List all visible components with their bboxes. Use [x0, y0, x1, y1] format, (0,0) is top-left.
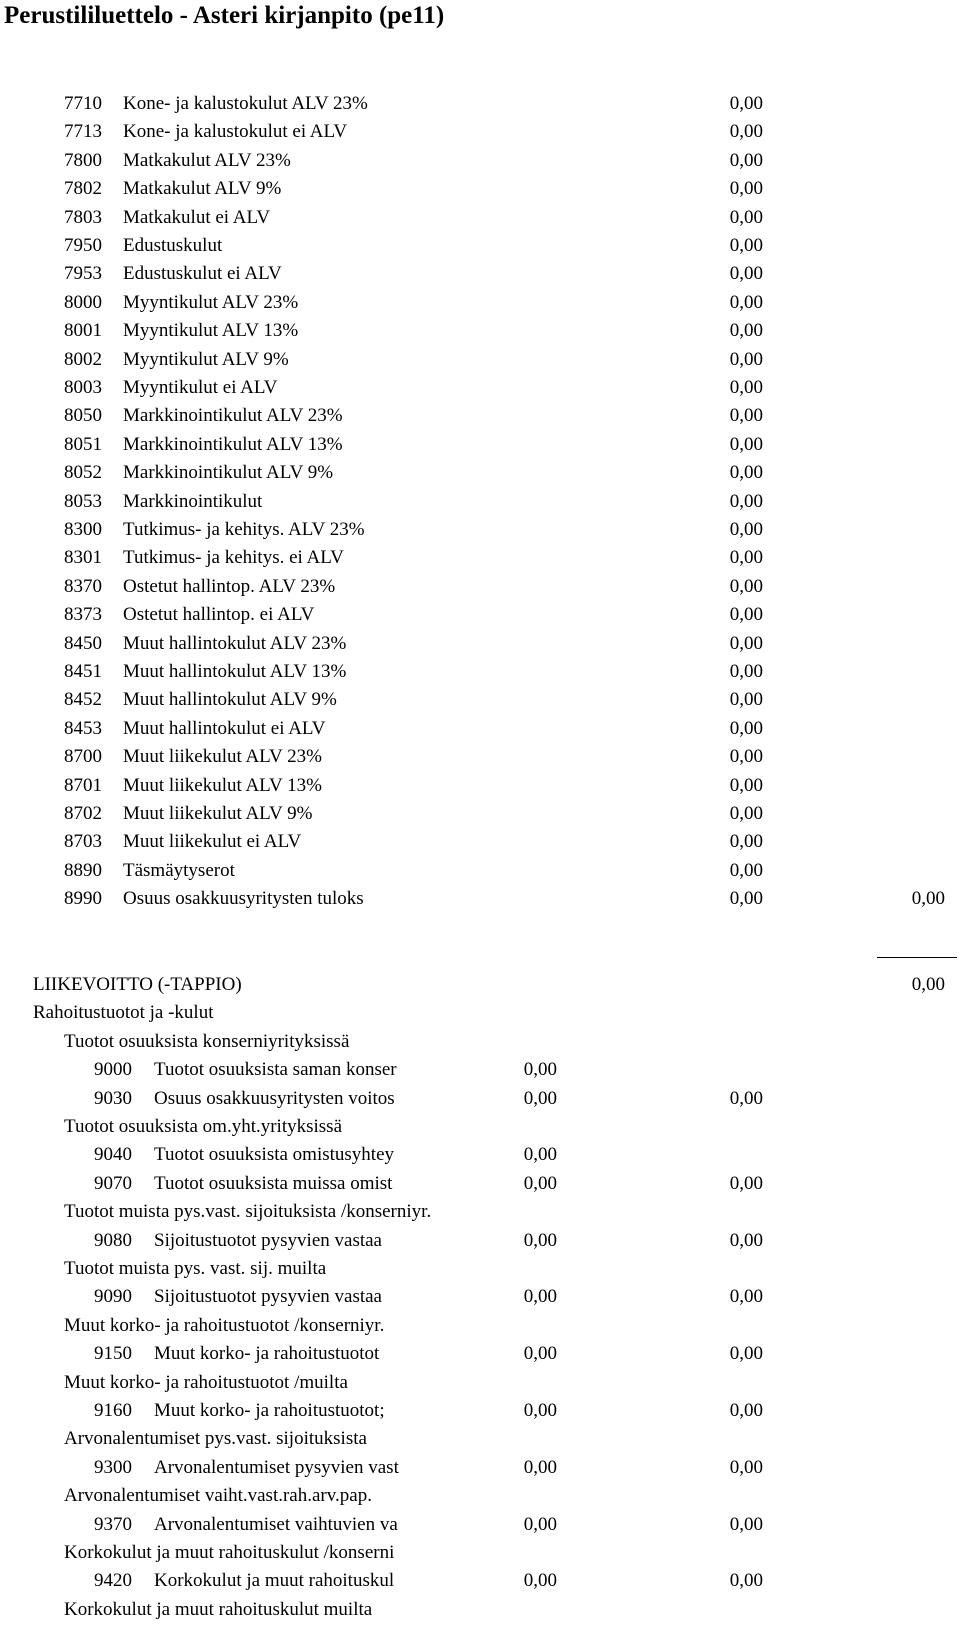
account-name: Muut hallintokulut ALV 13% [123, 661, 347, 682]
account-name: Täsmäytyserot [123, 859, 235, 881]
group-heading-label: Arvonalentumiset vaiht.vast.rah.arv.pap. [64, 1485, 372, 1507]
account-row [0, 1340, 960, 1368]
account-number: 9160 [94, 1400, 132, 1421]
account-name: Muut hallintokulut ALV 9% [123, 689, 337, 711]
account-name: Tutkimus- ja kehitys. ei ALV [123, 547, 344, 569]
account-number: 9000 [94, 1059, 132, 1081]
account-amount: 0,00 [729, 263, 763, 285]
account-amount: 0,00 [729, 803, 763, 824]
account-number: 9150 [94, 1343, 132, 1365]
group-heading-label: Tuotot muista pys.vast. sijoituksista /konserniyr. [64, 1201, 432, 1223]
account-number: 8373 [64, 604, 102, 626]
account-row [0, 857, 960, 885]
account-row [0, 800, 960, 828]
account-name: Sijoitustuotot pysyvien vastaa [154, 1286, 382, 1308]
account-total: 0,00 [729, 1513, 763, 1535]
account-amount: 0,00 [729, 121, 763, 143]
account-name: Muut liikekulut ALV 9% [123, 803, 313, 824]
account-number: 8703 [64, 831, 102, 853]
account-name: Arvonalentumiset vaihtuvien va [154, 1513, 398, 1535]
account-name: Muut liikekulut ALV 13% [123, 774, 322, 796]
account-number: 8002 [64, 348, 102, 370]
account-amount: 0,00 [729, 490, 763, 512]
group-heading-label: Korkokulut ja muut rahoituskulut muilta [64, 1598, 373, 1620]
group-heading [0, 1312, 960, 1340]
account-name: Muut korko- ja rahoitustuotot [154, 1343, 380, 1365]
account-name: Muut liikekulut ei ALV [123, 831, 302, 853]
account-number: 7950 [64, 235, 102, 256]
account-amount: 0,00 [729, 291, 763, 313]
account-row [0, 1397, 960, 1425]
account-total: 0,00 [729, 1570, 763, 1592]
account-name: Muut liikekulut ALV 23% [123, 746, 322, 768]
group-heading [0, 1369, 960, 1397]
account-number: 8301 [64, 547, 102, 569]
account-amount: 0,00 [729, 717, 763, 739]
account-number: 8700 [64, 746, 102, 768]
group-heading-label: Arvonalentumiset pys.vast. sijoituksista [64, 1428, 367, 1450]
account-number: 9370 [94, 1513, 132, 1535]
group-heading-label: Muut korko- ja rahoitustuotot /konserniyr. [64, 1314, 385, 1336]
account-number: 8450 [64, 632, 102, 654]
account-name: Muut hallintokulut ei ALV [123, 717, 326, 739]
account-amount: 0,00 [729, 831, 763, 853]
account-name: Myyntikulut ALV 23% [123, 291, 299, 313]
account-row [0, 232, 960, 260]
account-amount: 0,00 [729, 206, 763, 228]
operating-result-label: LIIKEVOITTO (-TAPPIO) [33, 974, 242, 995]
account-name: Arvonalentumiset pysyvien vast [154, 1456, 399, 1478]
section-heading-label: Rahoitustuotot ja -kulut [33, 1002, 214, 1024]
account-number: 8052 [64, 462, 102, 484]
account-name: Edustuskulut ei ALV [123, 263, 282, 285]
account-total: 0,00 [729, 1229, 763, 1251]
account-name: Myyntikulut ALV 9% [123, 348, 289, 370]
account-row [0, 147, 960, 175]
account-name: Sijoitustuotot pysyvien vastaa [154, 1229, 382, 1251]
account-row [0, 1454, 960, 1482]
account-row [0, 90, 960, 118]
group-heading [0, 1113, 960, 1141]
account-name: Kone- ja kalustokulut ALV 23% [123, 93, 368, 114]
account-amount: 0,00 [523, 1229, 557, 1251]
group-heading [0, 1255, 960, 1283]
account-number: 8050 [64, 405, 102, 427]
account-name: Tuotot osuuksista saman konser [154, 1059, 397, 1081]
account-row [0, 175, 960, 203]
account-amount: 0,00 [523, 1087, 557, 1109]
account-name: Osuus osakkuusyritysten tuloks [123, 888, 364, 910]
account-name: Matkakulut ei ALV [123, 206, 271, 228]
account-name: Korkokulut ja muut rahoituskul [154, 1570, 395, 1592]
account-name: Edustuskulut [123, 235, 223, 256]
account-row [0, 488, 960, 516]
account-row [0, 118, 960, 146]
account-amount: 0,00 [729, 746, 763, 768]
page-title: Perustililuettelo - Asteri kirjanpito (pe11) [4, 2, 445, 29]
account-amount: 0,00 [729, 235, 763, 256]
account-total: 0,00 [911, 888, 945, 910]
account-row [0, 317, 960, 345]
account-number: 7803 [64, 206, 102, 228]
account-row [0, 1141, 960, 1169]
account-number: 8451 [64, 661, 102, 682]
account-amount: 0,00 [523, 1059, 557, 1081]
account-name: Matkakulut ALV 9% [123, 178, 282, 200]
account-amount: 0,00 [729, 405, 763, 427]
account-row [0, 1227, 960, 1255]
account-amount: 0,00 [729, 433, 763, 455]
account-row [0, 431, 960, 459]
group-heading-label: Tuotot muista pys. vast. sij. muilta [64, 1258, 327, 1279]
account-number: 8890 [64, 859, 102, 881]
account-amount: 0,00 [729, 93, 763, 114]
account-row [0, 686, 960, 714]
account-amount: 0,00 [729, 377, 763, 398]
account-row [0, 402, 960, 430]
account-number: 7953 [64, 263, 102, 285]
account-row [0, 1283, 960, 1311]
account-row [0, 374, 960, 402]
group-heading [0, 1425, 960, 1453]
account-row [0, 630, 960, 658]
account-amount: 0,00 [729, 149, 763, 171]
account-number: 9080 [94, 1229, 132, 1251]
account-name: Myyntikulut ei ALV [123, 377, 278, 398]
account-amount: 0,00 [729, 547, 763, 569]
account-name: Tutkimus- ja kehitys. ALV 23% [123, 519, 365, 540]
account-row [0, 459, 960, 487]
account-number: 9300 [94, 1456, 132, 1478]
account-amount: 0,00 [729, 320, 763, 342]
account-row [0, 743, 960, 771]
account-row [0, 573, 960, 601]
account-total: 0,00 [729, 1343, 763, 1365]
account-number: 9420 [94, 1570, 132, 1592]
account-row [0, 658, 960, 686]
group-heading-label: Tuotot osuuksista om.yht.yrityksissä [64, 1116, 343, 1137]
account-amount: 0,00 [729, 519, 763, 540]
account-total: 0,00 [729, 1172, 763, 1194]
account-number: 8300 [64, 519, 102, 540]
account-amount: 0,00 [523, 1570, 557, 1592]
account-amount: 0,00 [729, 178, 763, 200]
account-number: 9030 [94, 1087, 132, 1109]
account-name: Matkakulut ALV 23% [123, 149, 291, 171]
account-amount: 0,00 [729, 348, 763, 370]
account-amount: 0,00 [523, 1172, 557, 1194]
group-heading [0, 1596, 960, 1624]
account-amount: 0,00 [523, 1513, 557, 1535]
account-row [0, 289, 960, 317]
account-total: 0,00 [729, 1286, 763, 1308]
account-number: 9040 [94, 1144, 132, 1166]
account-number: 8370 [64, 575, 102, 597]
account-total: 0,00 [729, 1400, 763, 1421]
section-heading [0, 999, 960, 1027]
account-row [0, 828, 960, 856]
account-row [0, 204, 960, 232]
account-amount: 0,00 [523, 1286, 557, 1308]
account-number: 8051 [64, 433, 102, 455]
account-amount: 0,00 [729, 888, 763, 910]
account-amount: 0,00 [729, 462, 763, 484]
account-number: 8452 [64, 689, 102, 711]
account-total: 0,00 [729, 1456, 763, 1478]
account-name: Tuotot osuuksista omistusyhtey [154, 1144, 395, 1166]
account-name: Markkinointikulut ALV 9% [123, 462, 334, 484]
account-amount: 0,00 [523, 1343, 557, 1365]
group-heading-label: Muut korko- ja rahoitustuotot /muilta [64, 1371, 348, 1393]
account-number: 7713 [64, 121, 102, 143]
group-heading [0, 1198, 960, 1226]
account-name: Ostetut hallintop. ei ALV [123, 604, 315, 626]
account-number: 8003 [64, 377, 102, 398]
account-row [0, 260, 960, 288]
account-row [0, 1511, 960, 1539]
account-row [0, 715, 960, 743]
account-name: Markkinointikulut ALV 13% [123, 433, 343, 455]
account-name: Muut korko- ja rahoitustuotot; [154, 1400, 385, 1421]
account-number: 8001 [64, 320, 102, 342]
account-amount: 0,00 [729, 689, 763, 711]
operating-result-amount: 0,00 [911, 974, 945, 995]
subtotal-rule [877, 957, 957, 958]
account-amount: 0,00 [729, 575, 763, 597]
account-row [0, 601, 960, 629]
account-total: 0,00 [729, 1087, 763, 1109]
group-heading [0, 1482, 960, 1510]
account-name: Osuus osakkuusyritysten voitos [154, 1087, 395, 1109]
account-name: Tuotot osuuksista muissa omist [154, 1172, 393, 1194]
account-amount: 0,00 [523, 1144, 557, 1166]
account-number: 8990 [64, 888, 102, 910]
account-amount: 0,00 [729, 604, 763, 626]
account-number: 8000 [64, 291, 102, 313]
account-amount: 0,00 [523, 1400, 557, 1421]
account-amount: 0,00 [729, 774, 763, 796]
account-name: Kone- ja kalustokulut ei ALV [123, 121, 348, 143]
account-number: 7710 [64, 93, 102, 114]
account-row [0, 1056, 960, 1084]
group-heading [0, 1539, 960, 1567]
account-number: 9070 [94, 1172, 132, 1194]
account-name: Markkinointikulut ALV 23% [123, 405, 343, 427]
account-row [0, 346, 960, 374]
group-heading [0, 1028, 960, 1056]
group-heading-label: Korkokulut ja muut rahoituskulut /konserni [64, 1542, 395, 1563]
account-number: 8453 [64, 717, 102, 739]
account-row [0, 885, 960, 913]
account-name: Ostetut hallintop. ALV 23% [123, 575, 336, 597]
operating-result-row [0, 971, 960, 999]
account-number: 8701 [64, 774, 102, 796]
account-amount: 0,00 [729, 632, 763, 654]
account-number: 9090 [94, 1286, 132, 1308]
account-name: Myyntikulut ALV 13% [123, 320, 299, 342]
group-heading-label: Tuotot osuuksista konserniyrityksissä [64, 1030, 350, 1052]
account-row [0, 1567, 960, 1595]
account-number: 8702 [64, 803, 102, 824]
account-amount: 0,00 [729, 859, 763, 881]
account-name: Muut hallintokulut ALV 23% [123, 632, 347, 654]
account-row [0, 544, 960, 572]
account-number: 8053 [64, 490, 102, 512]
account-number: 7802 [64, 178, 102, 200]
account-row [0, 516, 960, 544]
account-amount: 0,00 [729, 661, 763, 682]
account-row [0, 772, 960, 800]
account-row [0, 1170, 960, 1198]
account-amount: 0,00 [523, 1456, 557, 1478]
account-name: Markkinointikulut [123, 490, 263, 512]
account-row [0, 1085, 960, 1113]
account-number: 7800 [64, 149, 102, 171]
